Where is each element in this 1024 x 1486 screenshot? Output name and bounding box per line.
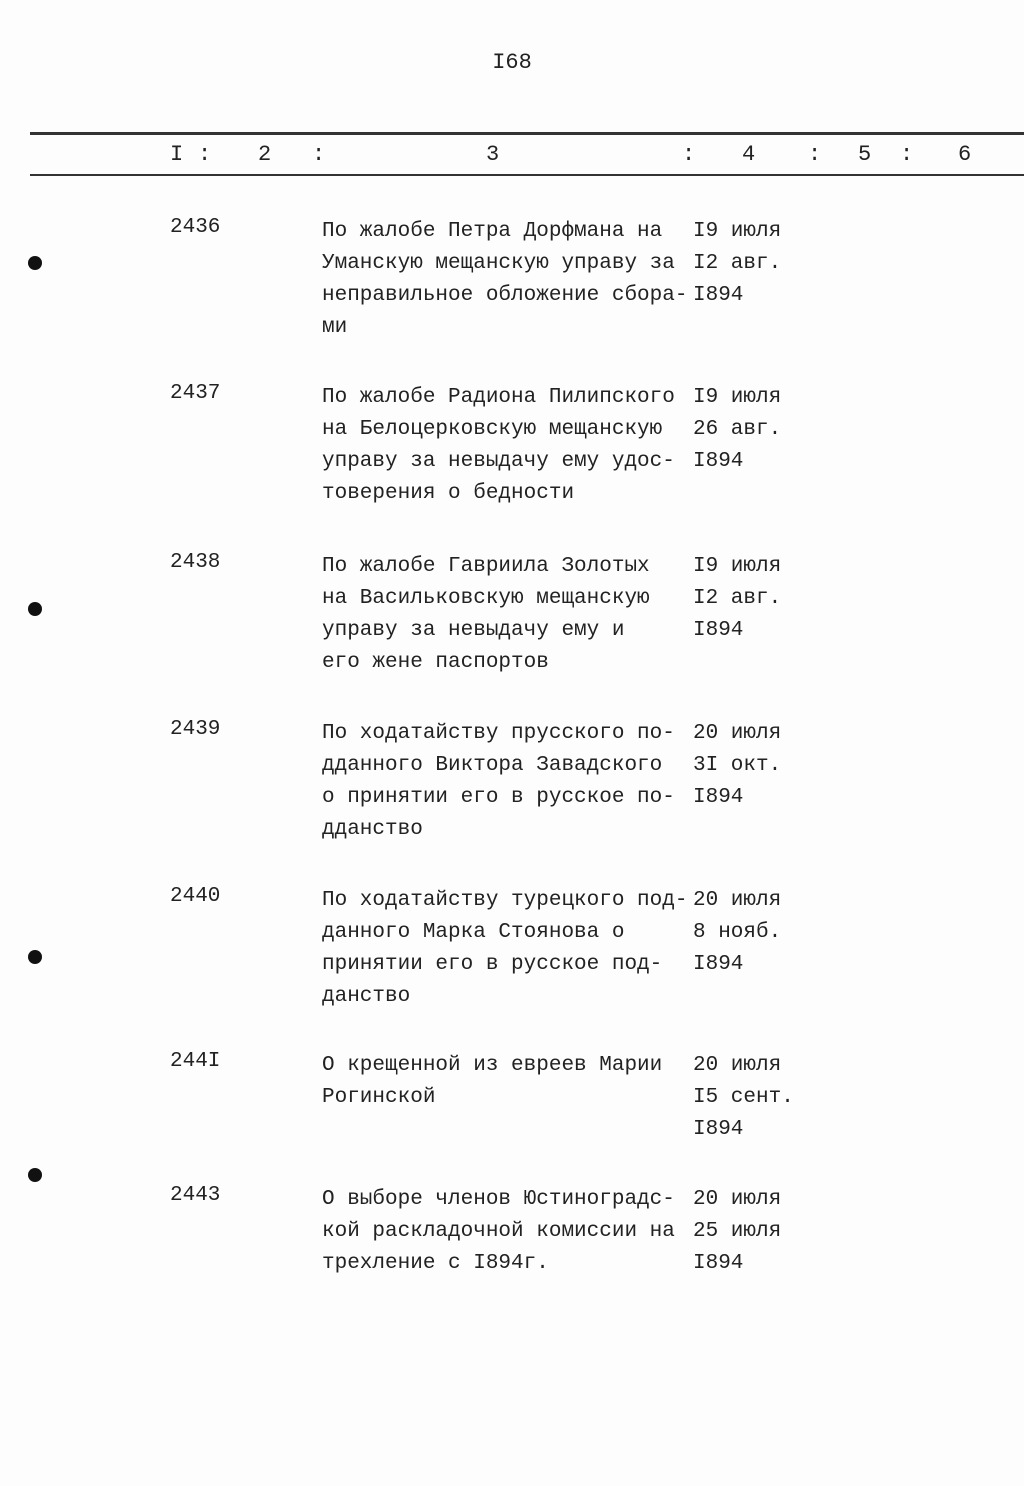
entry-number: 2439 — [170, 718, 221, 741]
binder-hole — [28, 1168, 42, 1182]
entry-number: 2440 — [170, 885, 221, 908]
entry-dates — [693, 216, 781, 312]
column-5-header: 5 — [858, 142, 872, 167]
entry-description — [322, 718, 675, 846]
description-line: По ходатайству прусского по- — [322, 722, 675, 745]
date-line: I2 авг. — [693, 252, 782, 275]
column-6-header: 6 — [958, 142, 972, 167]
entry-number: 244I — [170, 1050, 221, 1073]
description-line: данного Марка Стоянова о — [322, 921, 625, 944]
date-line: 26 авг. — [693, 418, 782, 441]
description-line: дданного Виктора Завадского — [322, 754, 663, 777]
description-line: По ходатайству турецкого под- — [322, 889, 688, 912]
entry-dates — [693, 718, 781, 814]
date-line: 25 июля — [693, 1220, 782, 1243]
description-line: управу за невыдачу ему и — [322, 619, 625, 642]
date-line: 20 июля — [693, 889, 782, 912]
date-line: I5 сент. — [693, 1086, 794, 1109]
entry-dates — [693, 382, 781, 478]
entry-description — [322, 1184, 675, 1280]
entry-description — [322, 551, 650, 679]
entry-description — [322, 1050, 662, 1114]
binder-hole — [28, 256, 42, 270]
binder-hole — [28, 950, 42, 964]
date-line: I9 июля — [693, 386, 782, 409]
entry-number: 2443 — [170, 1184, 221, 1207]
date-line: I894 — [693, 1118, 744, 1141]
entry-description — [322, 382, 675, 510]
column-4-header: 4 — [742, 142, 756, 167]
column-2-header: 2 — [258, 142, 272, 167]
description-line: По жалобе Гавриила Золотых — [322, 555, 650, 578]
description-line: неправильное обложение сбора- — [322, 284, 688, 307]
entry-description — [322, 216, 687, 344]
entry-number: 2437 — [170, 382, 221, 405]
date-line: I894 — [693, 284, 744, 307]
description-line: трехление с I894г. — [322, 1252, 549, 1275]
description-line: кой раскладочной комиссии на — [322, 1220, 675, 1243]
description-line: По жалобе Петра Дорфмана на — [322, 220, 663, 243]
description-line: на Васильковскую мещанскую — [322, 587, 650, 610]
header-top-rule — [30, 132, 1024, 135]
description-line: ми — [322, 316, 348, 339]
date-line: 20 июля — [693, 1188, 782, 1211]
date-line: 20 июля — [693, 1054, 782, 1077]
date-line: I2 авг. — [693, 587, 782, 610]
entry-dates — [693, 1184, 781, 1280]
description-line: принятии его в русское под- — [322, 953, 663, 976]
entry-dates — [693, 551, 781, 647]
date-line: 8 нояб. — [693, 921, 782, 944]
date-line: I9 июля — [693, 220, 782, 243]
column-1-header: I — [170, 142, 184, 167]
description-line: По жалобе Радиона Пилипского — [322, 386, 675, 409]
entry-number: 2438 — [170, 551, 221, 574]
description-line: О выборе членов Юстиноградс- — [322, 1188, 675, 1211]
entry-description — [322, 885, 687, 1013]
date-line: I894 — [693, 450, 744, 473]
description-line: о принятии его в русское по- — [322, 786, 675, 809]
description-line: данство — [322, 985, 411, 1008]
page-number: I68 — [492, 50, 532, 75]
description-line: О крещенной из евреев Марии — [322, 1054, 663, 1077]
description-line: его жене паспортов — [322, 651, 549, 674]
description-line: товерения о бедности — [322, 482, 575, 505]
date-line: 3I окт. — [693, 754, 782, 777]
date-line: I894 — [693, 786, 744, 809]
binder-hole — [28, 602, 42, 616]
date-line: I894 — [693, 619, 744, 642]
description-line: Рогинской — [322, 1086, 436, 1109]
entry-dates — [693, 1050, 794, 1146]
date-line: I9 июля — [693, 555, 782, 578]
date-line: I894 — [693, 1252, 744, 1275]
description-line: дданство — [322, 818, 423, 841]
header-bottom-rule — [30, 174, 1024, 176]
entry-number: 2436 — [170, 216, 221, 239]
entry-dates — [693, 885, 781, 981]
column-3-header: 3 — [486, 142, 500, 167]
description-line: на Белоцерковскую мещанскую — [322, 418, 663, 441]
date-line: I894 — [693, 953, 744, 976]
description-line: управу за невыдачу ему удос- — [322, 450, 675, 473]
description-line: Уманскую мещанскую управу за — [322, 252, 675, 275]
date-line: 20 июля — [693, 722, 782, 745]
